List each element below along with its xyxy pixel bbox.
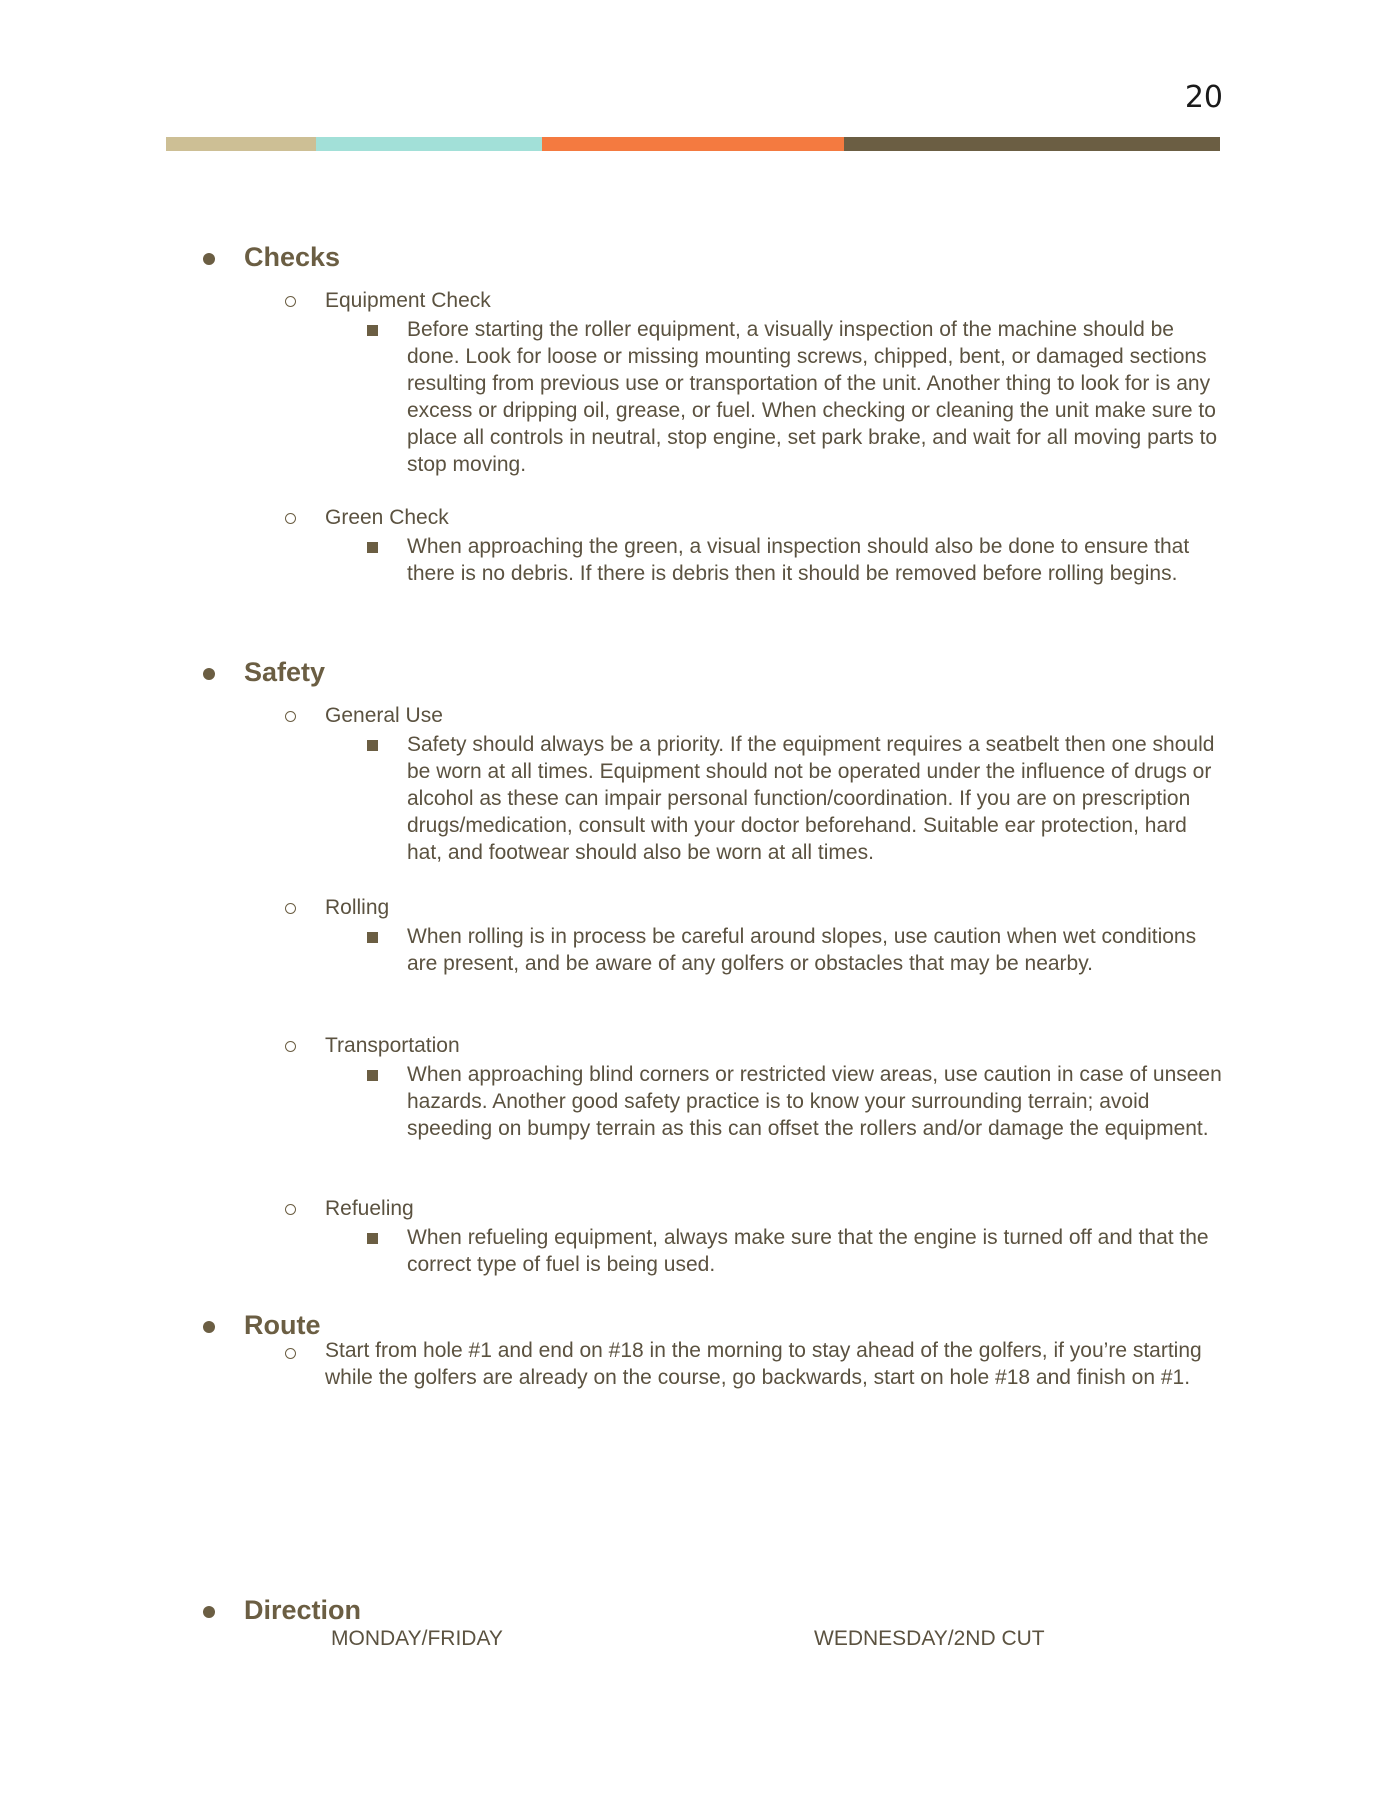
direction-monday-friday: MONDAY/FRIDAY [331, 1627, 503, 1650]
section-heading-route: Route [244, 1310, 321, 1340]
circle-bullet-icon [285, 903, 296, 914]
rolling-text: When rolling is in process be careful around slopes, use caution when wet conditions are present, and be aware of any golfers or obstacles that may be nearby. [407, 925, 1197, 975]
circle-bullet-icon [285, 296, 296, 307]
circle-bullet-icon [285, 711, 296, 722]
direction-wednesday-2nd-cut: WEDNESDAY/2ND CUT [814, 1627, 1045, 1650]
section-heading-direction: Direction [244, 1595, 362, 1625]
color-bar-aqua [316, 137, 542, 151]
subheading-rolling: Rolling [325, 896, 390, 919]
square-bullet-icon [367, 542, 378, 553]
bullet-icon [203, 1606, 215, 1618]
square-bullet-icon [367, 1233, 378, 1244]
color-bar-tan [166, 137, 316, 151]
subheading-equipment-check: Equipment Check [325, 289, 491, 312]
circle-bullet-icon [285, 1041, 296, 1052]
square-bullet-icon [367, 1070, 378, 1081]
bullet-icon [203, 668, 215, 680]
header-color-bar [166, 137, 1220, 151]
bullet-icon [203, 1321, 215, 1333]
square-bullet-icon [367, 740, 378, 751]
color-bar-brown [844, 137, 1220, 151]
section-heading-safety: Safety [244, 657, 326, 687]
green-check-text: When approaching the green, a visual inspection should also be done to ensure that there is no debris. If there is debris then it should be removed before rolling begins. [407, 535, 1190, 585]
route-text: Start from hole #1 and end on #18 in the morning to stay ahead of the golfers, if you’re starting while the golfers are already on the course, go backwards, start on hole #18 and finish on #1. [325, 1339, 1202, 1389]
square-bullet-icon [367, 932, 378, 943]
subheading-general-use: General Use [325, 704, 443, 727]
subheading-refueling: Refueling [325, 1197, 414, 1220]
equipment-check-text: Before starting the roller equipment, a visually inspection of the machine should be done. Look for loose or missing mounting screws, chipped, bent, or damaged sections resulting from previous use or transportation of the unit. Another thing to look for is any excess or dripping oil, grease, or fuel. When checking or cleaning the unit make sure to place all controls in neutral, stop engine, set park brake, and wait for all moving parts to stop moving. [407, 318, 1218, 476]
subheading-transportation: Transportation [325, 1034, 460, 1057]
page-number: 20 [1184, 80, 1223, 115]
square-bullet-icon [367, 325, 378, 336]
general-use-text: Safety should always be a priority. If the equipment requires a seatbelt then one should be worn at all times. Equipment should not be operated under the influence of drugs or alcohol as these can impair personal function/coordination. If you are on prescription drugs/medication, consult with your doctor beforehand. Suitable ear protection, hard hat, and footwear should also be worn at all times. [407, 733, 1215, 864]
circle-bullet-icon [285, 513, 296, 524]
subheading-green-check: Green Check [325, 506, 449, 529]
circle-bullet-icon [285, 1348, 296, 1359]
circle-bullet-icon [285, 1204, 296, 1215]
bullet-icon [203, 253, 215, 265]
refueling-text: When refueling equipment, always make sure that the engine is turned off and that the correct type of fuel is being used. [407, 1226, 1209, 1276]
color-bar-orange [542, 137, 844, 151]
transportation-text: When approaching blind corners or restricted view areas, use caution in case of unseen hazards. Another good safety practice is to know your surrounding terrain; avoid speeding on bumpy terrain as this can offset the rollers and/or damage the equipment. [407, 1063, 1222, 1140]
section-heading-checks: Checks [244, 242, 341, 272]
